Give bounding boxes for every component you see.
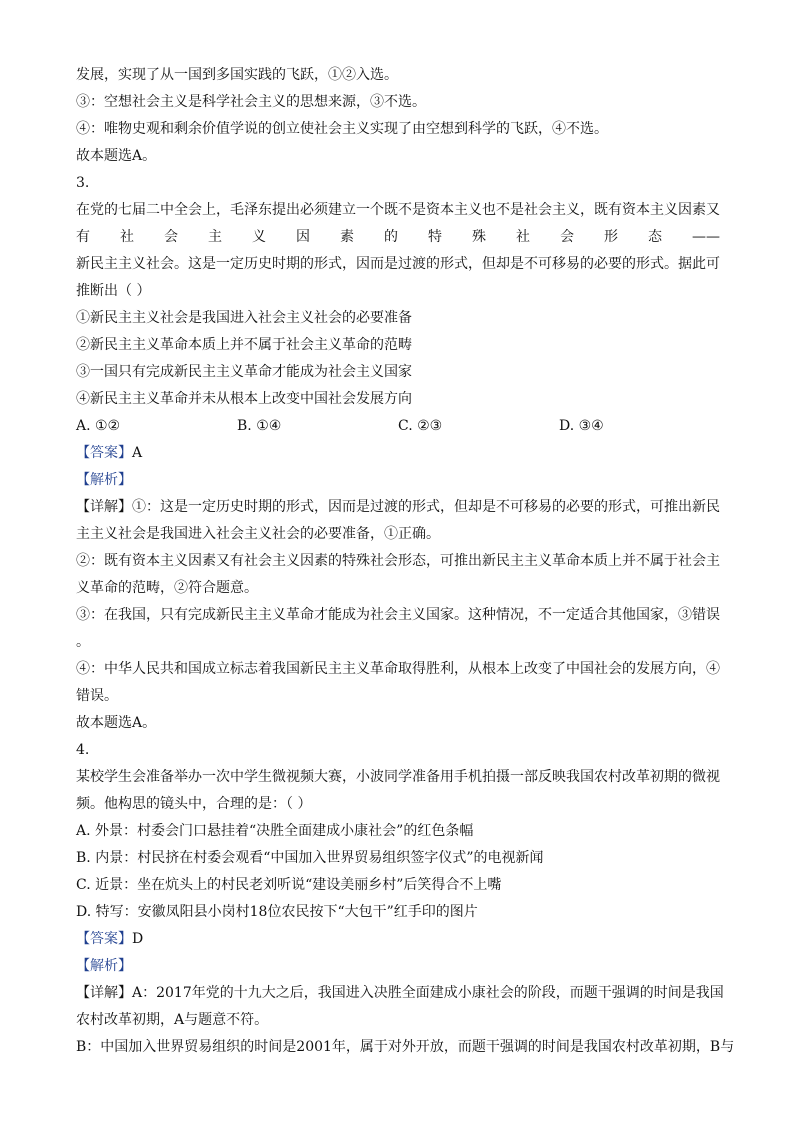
question-3-stem-justified xyxy=(76,224,720,251)
detail-line xyxy=(76,980,724,1007)
answer-value: D xyxy=(132,931,144,947)
statement-4: ④新民主主义革命并未从根本上改变中国社会发展方向 xyxy=(76,391,412,407)
option-a: A. ①② xyxy=(76,418,121,434)
answer-label: 【答案】 xyxy=(76,931,132,947)
detail-line: 义革命的范畴，②符合题意。 xyxy=(76,580,258,596)
text-line: ③：空想社会主义是科学社会主义的思想来源，③不选。 xyxy=(76,94,426,110)
question-4-stem: 某校学生会准备举办一次中学生微视频大赛，小波同学准备用手机拍摄一部反映我国农村改革初期的微视 xyxy=(76,769,720,785)
answer-label: 【答案】 xyxy=(76,445,132,461)
detail-text: A：2017年党的十九大之后，我国进入决胜全面建成小康社会的阶段，而题干强调的时间是我国 xyxy=(132,985,724,1001)
detail-line xyxy=(76,494,720,521)
detail-line: B：中国加入世界贸易组织的时间是2001年，属于对外开放，而题干强调的时间是我国农村改革初期，B与 xyxy=(76,1039,735,1055)
question-4-number: 4. xyxy=(76,742,90,758)
conclusion-line: 故本题选A。 xyxy=(76,148,157,164)
option-c: C. 近景：坐在炕头上的村民老刘听说“建设美丽乡村”后笑得合不上嘴 xyxy=(76,877,502,893)
detail-text: ①：这是一定历史时期的形式，因而是过渡的形式，但却是不可移易的必要的形式，可推出新民 xyxy=(132,499,720,515)
statement-2: ②新民主主义革命本质上并不属于社会主义革命的范畴 xyxy=(76,337,412,353)
question-3-stem: 在党的七届二中全会上，毛泽东提出必须建立一个既不是资本主义也不是社会主义，既有资本主义因素又 xyxy=(76,202,720,218)
stem-char: 特 xyxy=(428,229,442,245)
statement-1: ①新民主主义社会是我国进入社会主义社会的必要准备 xyxy=(76,310,412,326)
analysis-label: 【解析】 xyxy=(76,958,132,974)
stem-char: 殊 xyxy=(472,229,486,245)
option-c: C. ②③ xyxy=(398,418,443,434)
option-d: D. ③④ xyxy=(559,418,604,434)
detail-line: ③：在我国，只有完成新民主主义革命才能成为社会主义国家。这种情况，不一定适合其他国家，③错误 xyxy=(76,607,720,623)
question-3-options xyxy=(76,413,720,440)
stem-char: 会 xyxy=(560,229,574,245)
option-d: D. 特写：安徽凤阳县小岗村18位农民按下“大包干”红手印的图片 xyxy=(76,904,478,920)
stem-char: —— xyxy=(692,229,720,245)
option-b: B. 内景：村民挤在村委会观看“中国加入世界贸易组织签字仪式”的电视新闻 xyxy=(76,850,544,866)
stem-char: 社 xyxy=(120,229,134,245)
question-3-stem: 新民主主义社会。这是一定历史时期的形式，因而是过渡的形式，但却是不可移易的必要的形式。据此可 xyxy=(76,256,720,272)
question-3-stem: 推断出（ ） xyxy=(76,283,151,299)
option-b: B. ①④ xyxy=(237,418,282,434)
stem-char: 义 xyxy=(252,229,266,245)
answer-line xyxy=(76,440,720,467)
document-page xyxy=(76,62,735,1061)
answer-value: A xyxy=(132,445,143,461)
analysis-label: 【解析】 xyxy=(76,472,132,488)
detail-line: 农村改革初期，A与题意不符。 xyxy=(76,1012,269,1028)
detail-line: ②：既有资本主义因素又有社会主义因素的特殊社会形态，可推出新民主主义革命本质上并不属于社会主 xyxy=(76,553,720,569)
detail-label: 【详解】 xyxy=(76,499,132,515)
conclusion-line: 故本题选A。 xyxy=(76,715,157,731)
stem-char: 素 xyxy=(340,229,354,245)
stem-char: 有 xyxy=(76,229,90,245)
answer-line xyxy=(76,926,720,953)
detail-line: 。 xyxy=(76,634,90,650)
option-a: A. 外景：村委会门口悬挂着“决胜全面建成小康社会”的红色条幅 xyxy=(76,823,474,839)
detail-label: 【详解】 xyxy=(76,985,132,1001)
stem-char: 形 xyxy=(604,229,618,245)
stem-char: 因 xyxy=(296,229,310,245)
stem-char: 会 xyxy=(164,229,178,245)
statement-3: ③一国只有完成新民主主义革命才能成为社会主义国家 xyxy=(76,364,412,380)
stem-char: 社 xyxy=(516,229,530,245)
question-3-number: 3. xyxy=(76,175,90,191)
stem-char: 主 xyxy=(208,229,222,245)
detail-line: 错误。 xyxy=(76,688,118,704)
text-line: 发展，实现了从一国到多国实践的飞跃，①②入选。 xyxy=(76,67,398,83)
detail-line: 主主义社会是我国进入社会主义社会的必要准备，①正确。 xyxy=(76,526,440,542)
question-4-stem: 频。他构思的镜头中，合理的是：（ ） xyxy=(76,796,312,812)
stem-char: 的 xyxy=(384,229,398,245)
detail-line: ④：中华人民共和国成立标志着我国新民主主义革命取得胜利，从根本上改变了中国社会的发展方向，④ xyxy=(76,661,720,677)
stem-char: 态 xyxy=(648,229,662,245)
text-line: ④：唯物史观和剩余价值学说的创立使社会主义实现了由空想到科学的飞跃，④不选。 xyxy=(76,121,608,137)
